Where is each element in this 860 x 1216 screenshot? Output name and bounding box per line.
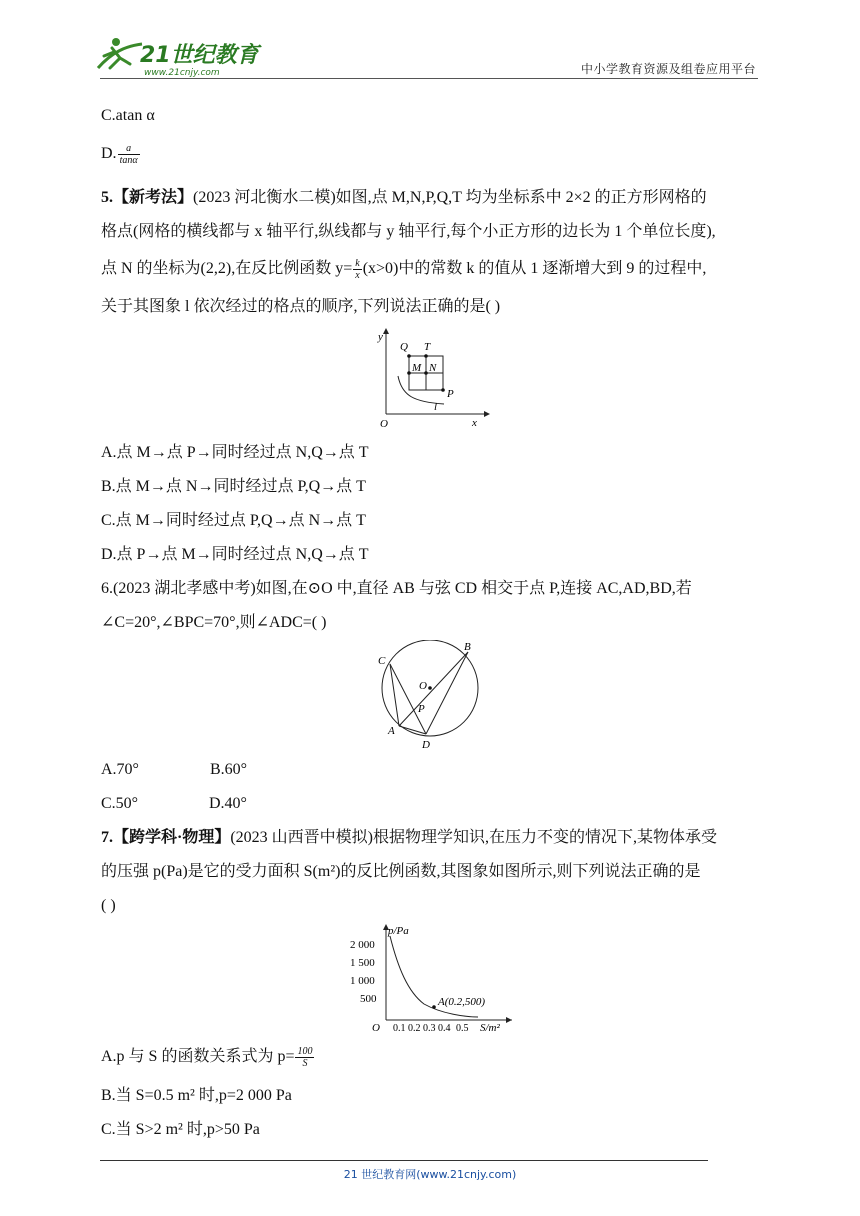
point-b-label: B (464, 641, 471, 653)
q5-line-1-text: (2023 河北衡水二模)如图,点 M,N,P,Q,T 均为坐标系中 2×2 的正方形网格的 (193, 189, 707, 206)
x-tick-0.3: 0.3 (423, 1023, 436, 1034)
y-axis-label: p/Pa (388, 925, 409, 937)
x-axis-label: x (472, 417, 477, 429)
q6-line-1: 6.(2023 湖北孝感中考)如图,在⊙O 中,直径 AB 与弦 CD 相交于点 P,连接 AC,AD,BD,若 (101, 580, 692, 597)
y-axis-label: y (378, 331, 383, 343)
q6-line-2: ∠C=20°,∠BPC=70°,则∠ADC=( ) (101, 614, 327, 631)
x-tick-0.1: 0.1 (393, 1023, 406, 1034)
q5-line-3-b: (x>0)中的常数 k 的值从 1 逐渐增大到 9 的过程中, (362, 260, 707, 278)
q5-line-4: 关于其图象 l 依次经过的格点的顺序,下列说法正确的是( ) (101, 298, 501, 315)
q7-option-a-fraction (295, 1046, 314, 1069)
fraction-numerator: k (355, 258, 360, 269)
y-tick-1000: 1 000 (350, 975, 375, 987)
x-axis-label: S/m² (480, 1022, 500, 1034)
site-logo (92, 34, 262, 80)
q7-pressure-graph (346, 922, 516, 1034)
logo-subtext: www.21cnjy.com (144, 68, 220, 78)
q7-option-a (101, 1046, 315, 1069)
q5-grid-figure (372, 328, 492, 430)
q5-option-d: D.点 P→点 M→同时经过点 N,Q→点 T (101, 546, 369, 563)
q7-line-2: 的压强 p(Pa)是它的受力面积 S(m²)的反比例函数,其图象如图所示,则下列说法正确的是 (101, 863, 701, 880)
y-tick-500: 500 (360, 993, 377, 1005)
q5-line-2: 格点(网格的横线都与 x 轴平行,纵线都与 y 轴平行,每个小正方形的边长为 1 个单位长度), (101, 223, 716, 240)
q7-tag: 7.【跨学科·物理】 (101, 829, 231, 846)
curve-l-label: l (434, 401, 438, 413)
fraction-numerator: a (118, 143, 140, 155)
q7-option-a-prefix: A.p 与 S 的函数关系式为 p= (101, 1048, 295, 1066)
q5-option-a: A.点 M→点 P→同时经过点 N,Q→点 T (101, 444, 369, 461)
point-t-label: T (424, 341, 431, 353)
origin-label: O (372, 1022, 380, 1034)
q4-option-c: C.atan α (101, 107, 155, 124)
q5-function-fraction (353, 258, 361, 281)
y-tick-1500: 1 500 (350, 957, 375, 969)
q7-option-b: B.当 S=0.5 m² 时,p=2 000 Pa (101, 1087, 292, 1104)
point-a-label: A (388, 725, 395, 737)
header-divider (100, 78, 758, 79)
q6-option-a: A.70° (101, 761, 139, 778)
point-p-label: P (418, 703, 425, 715)
q5-line-3-a: 点 N 的坐标为(2,2),在反比例函数 y= (101, 260, 353, 278)
q6-option-b: B.60° (210, 761, 248, 778)
q7-line-1-text: (2023 山西晋中模拟)根据物理学知识,在压力不变的情况下,某物体承受 (230, 829, 718, 846)
point-c-label: C (378, 655, 386, 667)
x-tick-0.2: 0.2 (408, 1023, 421, 1034)
fraction-denominator: S (302, 1058, 308, 1069)
fraction-denominator: x (355, 270, 360, 281)
q6-circle-figure (372, 640, 492, 752)
point-a-label: A(0.2,500) (438, 996, 486, 1008)
q7-line-1 (101, 828, 717, 848)
logo-text: 21世纪教育 (140, 43, 259, 68)
q6-option-d: D.40° (209, 795, 247, 812)
fraction-numerator: 100 (297, 1046, 313, 1057)
q5-line-3 (101, 258, 706, 281)
q4-option-d-prefix: D. (101, 145, 117, 163)
q6-options-row-1 (101, 760, 248, 780)
q5-line-1 (101, 188, 707, 208)
fraction-denominator: tanα (119, 155, 138, 166)
footer-divider (100, 1160, 708, 1161)
y-tick-2000: 2 000 (350, 939, 375, 951)
point-o-label: O (419, 680, 427, 692)
point-q-label: Q (400, 341, 408, 353)
point-n-label: N (429, 362, 437, 374)
q4-option-d-fraction (118, 143, 140, 166)
point-p-label: P (447, 388, 454, 400)
q7-option-c: C.当 S>2 m² 时,p>50 Pa (101, 1121, 260, 1138)
q7-line-3: ( ) (101, 897, 116, 914)
x-tick-0.4: 0.4 (438, 1023, 451, 1034)
q5-tag: 5.【新考法】 (101, 189, 194, 206)
origin-label: O (380, 418, 388, 430)
point-d-label: D (422, 739, 430, 751)
q6-options-row-2 (101, 794, 247, 814)
q6-option-c: C.50° (101, 795, 139, 812)
q4-option-d (101, 143, 141, 166)
x-tick-0.5: 0.5 (456, 1023, 469, 1034)
q5-option-b: B.点 M→点 N→同时经过点 P,Q→点 T (101, 478, 366, 495)
header-platform-text: 中小学教育资源及组卷应用平台 (580, 62, 756, 76)
footer-text[interactable]: 21 世纪教育网(www.21cnjy.com) (343, 1168, 517, 1181)
q5-option-c: C.点 M→同时经过点 P,Q→点 N→点 T (101, 512, 366, 529)
point-m-label: M (412, 362, 422, 374)
